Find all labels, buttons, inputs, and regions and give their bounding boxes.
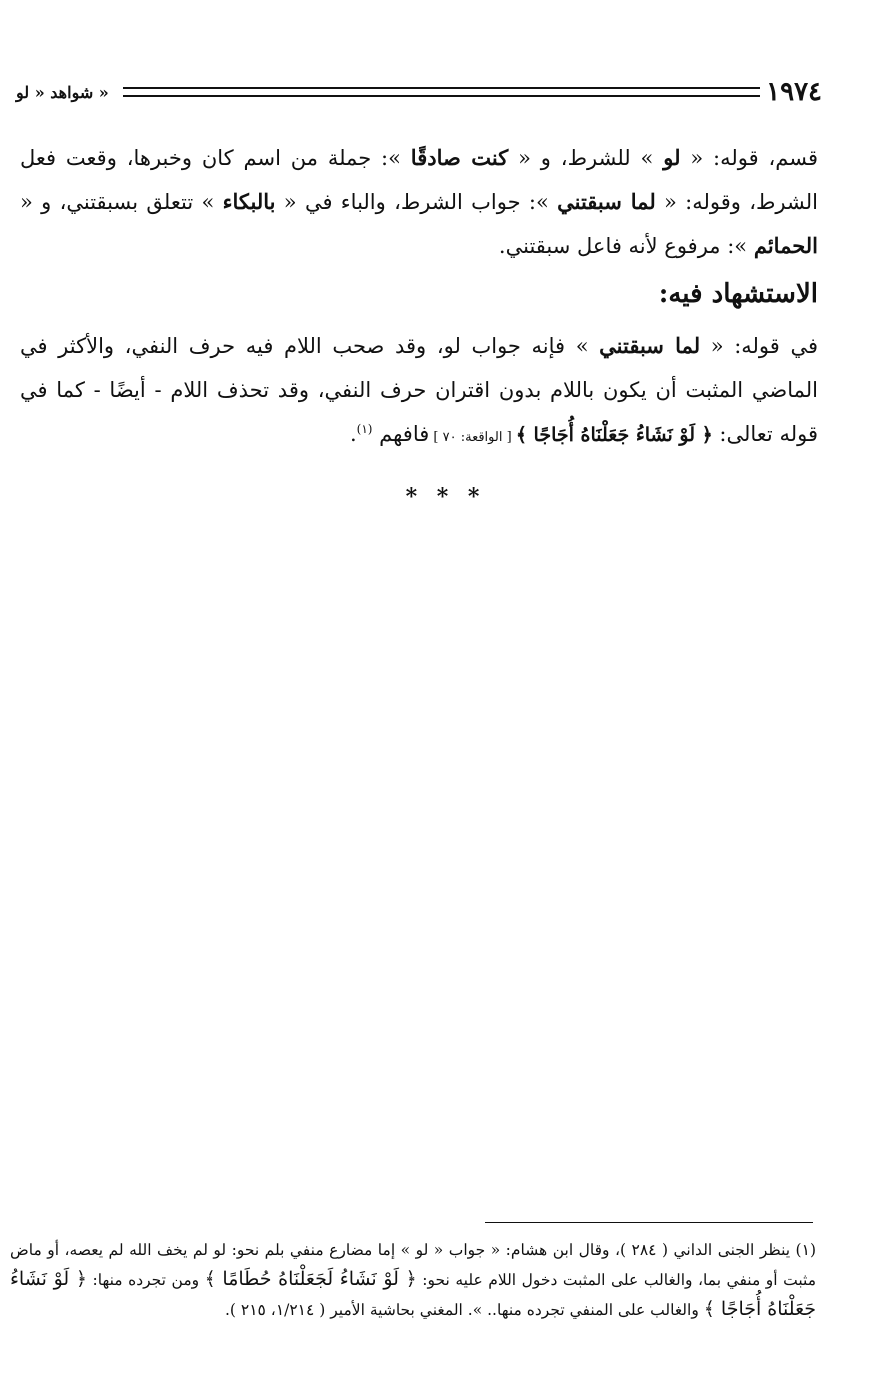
verse-reference: [ الواقعة: ٧٠ ] — [429, 430, 516, 445]
text-run: »: جواب الشرط، والباء في « — [275, 190, 558, 214]
quran-verse: ﴿ لَوْ نَشَاءُ جَعَلْنَاهُ أُجَاجًا ﴾ — [515, 424, 713, 446]
running-title: شواهد « لو » — [16, 82, 109, 102]
quran-verse: ﴿ لَوْ نَشَاءُ لَجَعَلْنَاهُ حُطَامًا ﴾ — [204, 1268, 417, 1290]
text-run: »: جملة من اسم كان وخبرها، وقعت فعل الشرط، وقوله: « — [20, 146, 818, 214]
footnote-marker: (١) — [356, 422, 373, 436]
main-text — [20, 136, 818, 460]
text-run: (١) ينظر الجنى الداني ( ٢٨٤ )، وقال ابن هشام: « جواب « لو » إما مضارع منفي بلم نحو: لو لم يخف الله لم يعصه، أو ماض مثبت أو منفي بما، والغالب على المثبت دخول اللام عليه نحو: — [10, 1241, 817, 1289]
text-run: . — [349, 422, 357, 446]
page-header — [16, 72, 822, 112]
quoted-term: الحمائم — [753, 233, 818, 258]
text-run: في قوله: « — [700, 334, 818, 358]
footnote-rule — [485, 1222, 813, 1223]
header-double-rule — [123, 87, 760, 97]
text-run: والغالب على المنفي تجرده منها.. ». المغني بحاشية الأمير ( ١/٢١٤، ٢١٥ ). — [224, 1301, 704, 1319]
page-number: ١٩٧٤ — [766, 77, 822, 107]
section-separator: * * * — [405, 484, 486, 510]
text-run: » فإنه جواب لو، وقد صحب اللام فيه حرف النفي، والأكثر في الماضي المثبت أن يكون باللام بدون اقتران حرف النفي، وقد تحذف اللام - أيضًا - كما في قوله تعالى: — [20, 334, 818, 446]
footnote — [10, 1236, 816, 1325]
text-run: فافهم — [372, 422, 430, 446]
quoted-term: لو — [663, 145, 681, 170]
quoted-term: بالبكاء — [222, 189, 276, 214]
text-run: » تتعلق بسبقتني، و « — [20, 190, 223, 214]
quran-verse: ﴿ لَوْ نَشَاءُ جَعَلْنَاهُ أُجَاجًا ﴾ — [10, 1268, 816, 1320]
paragraph-evidence — [20, 324, 818, 460]
text-run: » للشرط، و « — [508, 146, 664, 170]
section-heading: الاستشهاد فيه: — [658, 279, 818, 309]
quoted-term: لما سبقتني — [599, 333, 701, 358]
text-run: ومن تجرده منها: — [86, 1271, 205, 1289]
text-run: قسم، قوله: « — [680, 146, 819, 170]
text-run: »: مرفوع لأنه فاعل سبقتني. — [498, 234, 754, 258]
paragraph-grammar — [20, 136, 818, 268]
quoted-term: كنت صادقًا — [410, 145, 509, 170]
quoted-term: لما سبقتني — [557, 189, 656, 214]
